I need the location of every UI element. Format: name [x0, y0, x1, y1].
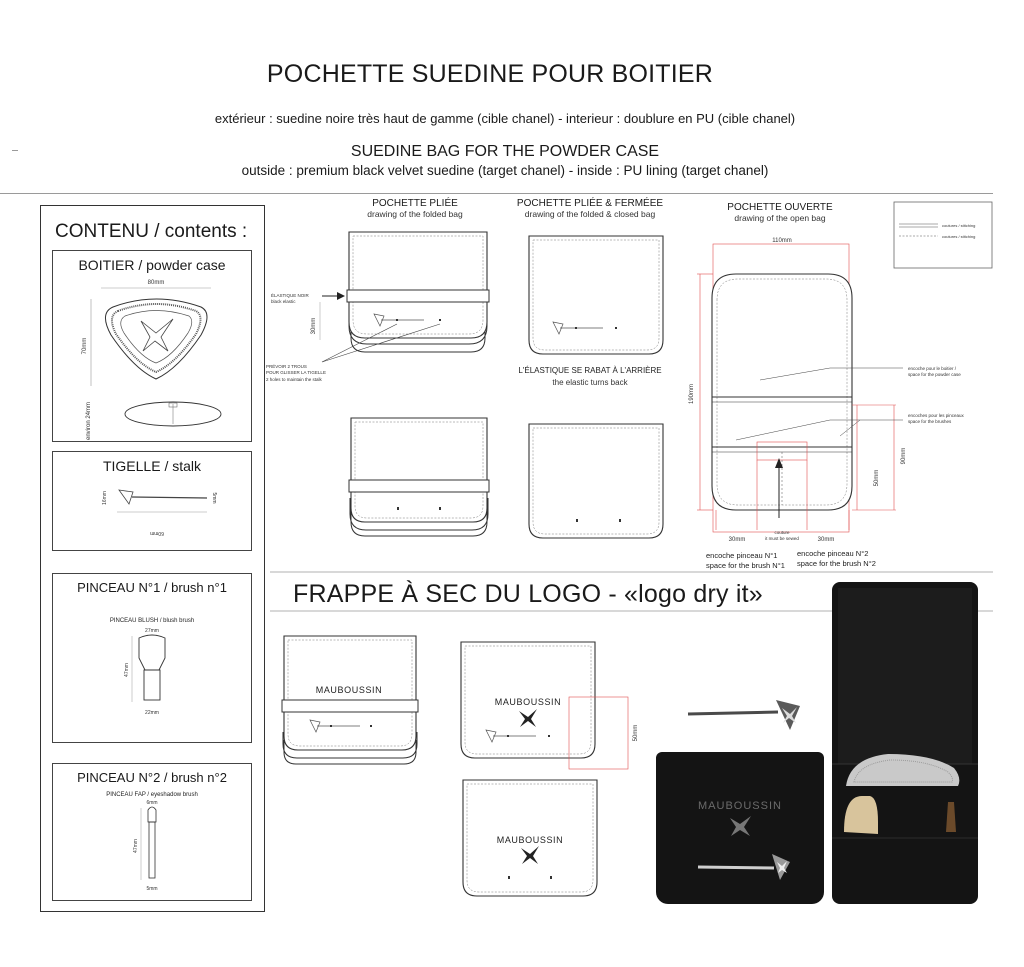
- powder-case-title: BOITIER / powder case: [78, 257, 226, 273]
- brush2-caption: PINCEAU FAP / eyeshadow brush: [106, 792, 198, 798]
- brush1-slot-fr: encoche pinceau N°1: [706, 551, 778, 560]
- stalk-title: TIGELLE / stalk: [102, 458, 202, 474]
- logo-brand-1: MAUBOUSSIN: [315, 685, 383, 695]
- subtitle-en: outside : premium black velvet suedine (target chanel) - inside : PU lining (target chanel): [241, 163, 769, 178]
- bag-open-photo: [832, 582, 978, 904]
- brush1-height: 47mm: [124, 663, 130, 677]
- seam-label-2: it must be sewed: [765, 536, 799, 541]
- stalk-height-right: 5mm: [211, 492, 217, 504]
- brush2-title: PINCEAU N°2 / brush n°2: [77, 770, 227, 785]
- holes-label-2: POUR GLISSER LA TIGELLE: [266, 370, 326, 375]
- holes-label-3: 2 holes to maintain the stalk: [266, 377, 322, 382]
- open-width: 110mm: [772, 238, 792, 244]
- elastic-height: 30mm: [311, 317, 317, 335]
- open-bag-drawing: [697, 244, 903, 532]
- title-en: SUEDINE BAG FOR THE POWDER CASE: [350, 143, 660, 160]
- brush2-bottom: 5mm: [146, 886, 158, 892]
- page-title: POCHETTE SUEDINE POUR BOITIER: [266, 60, 714, 88]
- contents-heading: CONTENU / contents :: [55, 221, 248, 242]
- folded-bag-drawing: [320, 232, 489, 362]
- stalk-height-left: 16mm: [102, 491, 108, 505]
- folded-subtitle: drawing of the folded bag: [367, 209, 463, 219]
- slot-right: 30mm: [817, 537, 835, 543]
- logo-heading: FRAPPE À SEC DU LOGO - «logo dry it»: [293, 580, 763, 608]
- brush1-bottom: 22mm: [145, 710, 159, 716]
- brush1-top: 27mm: [145, 628, 159, 634]
- notch-case: encoche pour le boitier /: [908, 366, 957, 371]
- pocket-height: 50mm: [874, 469, 880, 487]
- brush1-slot-en: space for the brush N°1: [706, 561, 785, 570]
- bag-closed-photo: [656, 752, 824, 904]
- photo-brand: MAUBOUSSIN: [698, 800, 782, 812]
- folded-closed-bag-drawing: [529, 236, 663, 354]
- logo-height: 50mm: [633, 724, 639, 742]
- elastic-back-en: the elastic turns back: [552, 378, 628, 387]
- folded-closed-title: POCHETTE PLIÉE & FERMÉEE: [516, 198, 664, 209]
- photo-marks: [656, 752, 824, 904]
- logo-brand-2: MAUBOUSSIN: [494, 697, 562, 707]
- brush2-slot-en: space for the brush N°2: [797, 559, 876, 568]
- notch-brushes-en: space for the brushes: [908, 419, 952, 424]
- elastic-label-en: black elastic: [271, 299, 296, 304]
- open-photo-contents: [832, 582, 978, 904]
- open-subtitle: drawing of the open bag: [734, 213, 826, 223]
- slot-left: 30mm: [728, 537, 746, 543]
- brush2-top: 6mm: [146, 800, 158, 806]
- open-lower: 90mm: [901, 447, 907, 465]
- powder-case-height: 70mm: [82, 337, 88, 355]
- brush1-caption: PINCEAU BLUSH / blush brush: [109, 618, 195, 624]
- open-title: POCHETTE OUVERTE: [727, 202, 833, 213]
- brush2-slot-fr: encoche pinceau N°2: [797, 549, 869, 558]
- notch-case-en: space for the powder case: [908, 372, 961, 377]
- stalk-length: 60mm: [150, 530, 164, 536]
- brush2-height: 47mm: [133, 839, 139, 853]
- folded-closed-subtitle: drawing of the folded & closed bag: [524, 209, 656, 219]
- legend-stitch-1: coutures / stitching: [942, 223, 976, 228]
- powder-case-width: 80mm: [147, 280, 165, 286]
- open-height: 190mm: [689, 383, 695, 405]
- logo-brand-3: MAUBOUSSIN: [496, 835, 564, 845]
- folded-bag-back-drawing: [349, 418, 489, 536]
- folded-closed-back-drawing: [529, 424, 663, 538]
- notch-brushes: encoches pour les pinceaux: [908, 413, 964, 418]
- logo-folded-drawing: [282, 636, 418, 764]
- holes-label-1: PRÉVOIR 2 TROUS: [266, 364, 307, 369]
- elastic-label-fr: ÉLASTIQUE NOIR: [271, 293, 309, 298]
- legend-stitch-2: coutures / stitching: [942, 234, 976, 239]
- subtitle-fr: extérieur : suedine noire très haut de gamme (cible chanel) - interieur : doublure en PU (cible chanel): [214, 111, 796, 126]
- seam-label-1: couture: [774, 530, 790, 535]
- powder-case-depth: environ 24mm: [86, 401, 92, 441]
- folded-title: POCHETTE PLIÉE: [372, 198, 458, 209]
- stalk-photo: [688, 700, 800, 730]
- brush1-title: PINCEAU N°1 / brush n°1: [77, 580, 227, 595]
- elastic-back-fr: L'ÉLASTIQUE SE RABAT À L'ARRIÈRE: [518, 366, 662, 375]
